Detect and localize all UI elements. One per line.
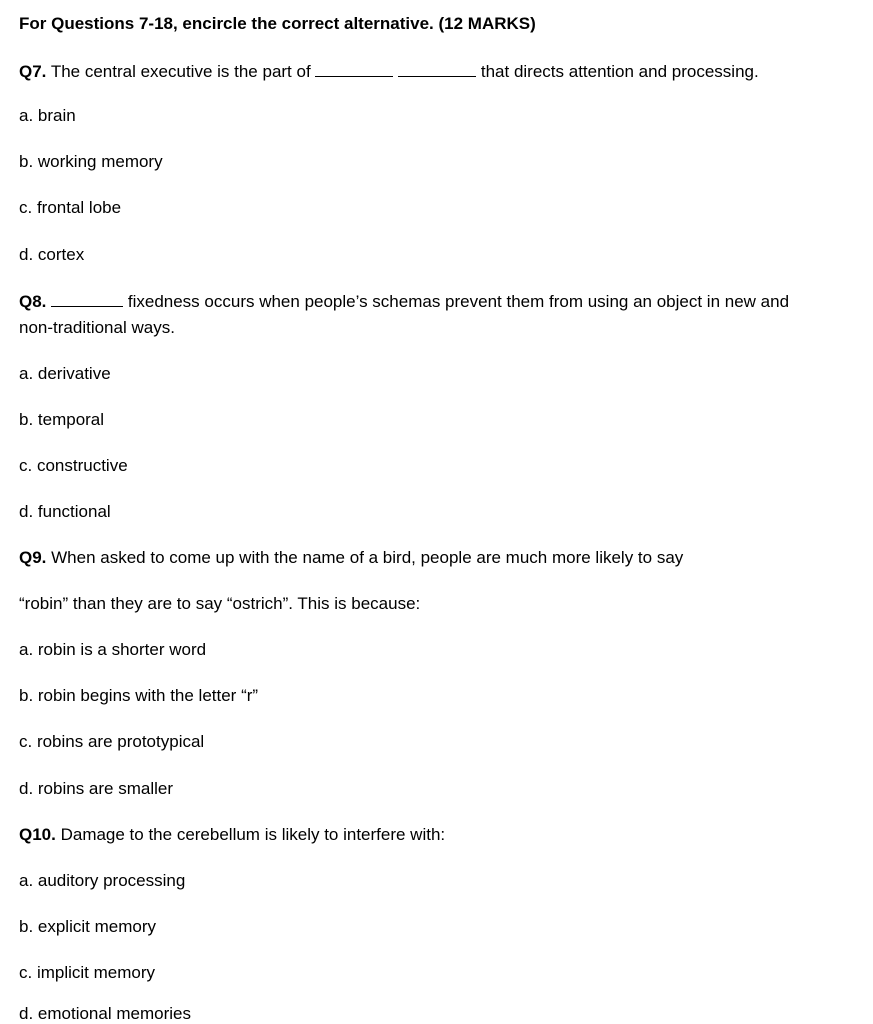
question-text: When asked to come up with the name of a bird, people are much more likely to say	[46, 548, 684, 567]
option-7b[interactable]: b. working memory	[19, 152, 163, 171]
option-8a[interactable]: a. derivative	[19, 364, 111, 383]
question-text: Damage to the cerebellum is likely to interfere with:	[55, 825, 446, 844]
section-instructions: For Questions 7-18, encircle the correct alternative. (12 MARKS)	[19, 14, 536, 33]
question-text-continued: fixedness occurs when people’s schemas prevent them from using an object in new and	[123, 292, 790, 311]
option-7c[interactable]: c. frontal lobe	[19, 198, 122, 217]
question-text-continued: that directs attention and processing.	[476, 62, 759, 81]
option-10d[interactable]: d. emotional memories	[19, 1004, 191, 1023]
option-9a[interactable]: a. robin is a shorter word	[19, 640, 207, 659]
option-10c[interactable]: c. implicit memory	[19, 963, 156, 982]
question-number: Q7.	[19, 62, 47, 81]
option-7d[interactable]: d. cortex	[19, 245, 85, 264]
option-8b[interactable]: b. temporal	[19, 410, 105, 429]
question-8-line2: non-traditional ways.	[19, 318, 175, 337]
option-9d[interactable]: d. robins are smaller	[19, 779, 174, 798]
option-10a[interactable]: a. auditory processing	[19, 871, 186, 890]
answer-blank	[398, 60, 476, 77]
option-9c[interactable]: c. robins are prototypical	[19, 732, 205, 751]
option-8c[interactable]: c. constructive	[19, 456, 128, 475]
question-text: The central executive is the part of	[46, 62, 316, 81]
answer-blank	[315, 60, 393, 77]
question-9-line2: “robin” than they are to say “ostrich”. This is because:	[19, 594, 421, 613]
option-10b[interactable]: b. explicit memory	[19, 917, 156, 936]
question-9	[19, 548, 683, 568]
question-number: Q8.	[19, 292, 47, 311]
question-8	[19, 290, 789, 312]
option-8d[interactable]: d. functional	[19, 502, 111, 521]
question-number: Q9.	[19, 548, 47, 567]
question-7	[19, 60, 759, 82]
option-7a[interactable]: a. brain	[19, 106, 76, 125]
question-10	[19, 825, 445, 845]
option-9b[interactable]: b. robin begins with the letter “r”	[19, 686, 259, 705]
answer-blank	[51, 290, 123, 307]
question-number: Q10.	[19, 825, 56, 844]
